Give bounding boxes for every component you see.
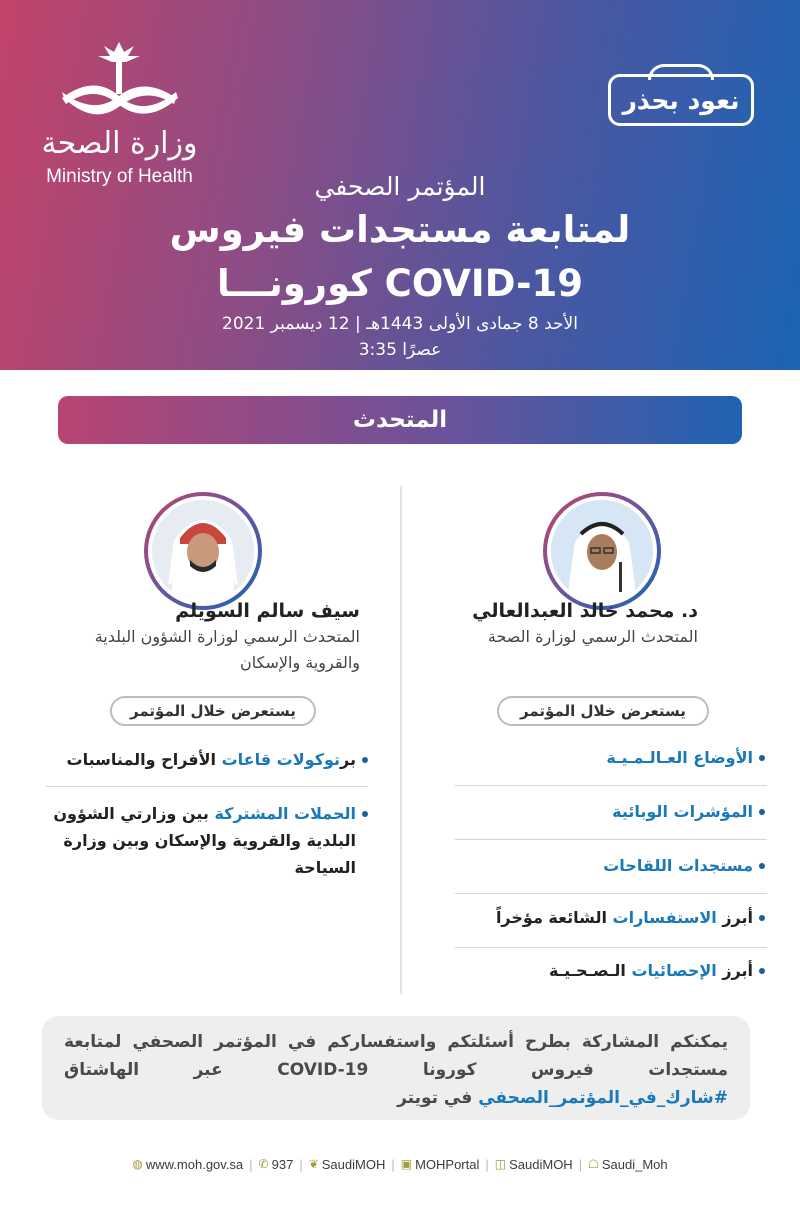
ministry-name-ar: وزارة الصحة	[41, 126, 198, 161]
topic-item: مستجدات اللقاحات	[455, 852, 753, 879]
headline-virus: كورونـــا COVID-19	[217, 262, 583, 305]
topic-item: الحملات المشتركة بين وزارتي الشؤون البلدية والقروية والإسكان وبين وزارة السياحة	[50, 800, 356, 881]
divider	[455, 893, 767, 894]
speaker-role: المتحدث الرسمي لوزارة الشؤون البلدية	[94, 627, 360, 646]
speaker-name: د. محمد خالد العبدالعالي	[472, 600, 698, 622]
headline-press-conference: المؤتمر الصحفي	[314, 172, 486, 201]
palm-swords-icon	[54, 38, 184, 126]
column-divider	[400, 486, 402, 994]
snapchat-icon: ☖	[588, 1157, 599, 1171]
snapchat-link[interactable]: ☖ Saudi_Moh	[588, 1156, 668, 1172]
ministry-logo	[32, 38, 207, 188]
website-link[interactable]: ◍ www.moh.gov.sa	[132, 1156, 244, 1172]
header-banner	[0, 0, 800, 370]
youtube-link[interactable]: ▣ MOHPortal	[400, 1156, 480, 1172]
person-icon	[551, 500, 653, 602]
hashtag-link[interactable]: #شارك_في_المؤتمر_الصحفي	[478, 1088, 728, 1108]
twitter-link[interactable]: ❦ SaudiMOH	[308, 1156, 386, 1172]
ministry-name-en: Ministry of Health	[46, 166, 193, 187]
topic-item: الأوضاع العـالـمـيـة	[455, 744, 753, 771]
instagram-link[interactable]: ◫ SaudiMOH	[494, 1156, 573, 1172]
event-time: 3:35 عصرًا	[358, 340, 442, 360]
footer-links: ◍ www.moh.gov.sa | ✆ 937 | ❦ SaudiMOH | ▣ MOHPortal | ◫ SaudiMOH | ☖ Saudi_Moh	[132, 1156, 668, 1172]
campaign-badge: نعود بحذر	[608, 74, 754, 126]
speaker-name: سيف سالم السويلم	[175, 600, 360, 622]
right-speaker-info	[420, 600, 698, 650]
divider	[455, 947, 767, 948]
instagram-icon: ◫	[494, 1157, 507, 1171]
topics-pill-left: يستعرض خلال المؤتمر	[110, 696, 316, 726]
topic-item: المؤشرات الوبائية	[455, 798, 753, 825]
topic-item: أبرز الاستفسارات الشائعة مؤخراً	[455, 904, 753, 931]
speaker-role-line2: والقروية والإسكان	[240, 653, 360, 672]
participation-note: يمكنكم المشاركة بطرح أسئلتكم واستفساركم في المؤتمر الصحفي لمتابعة مستجدات فيروس كورونا COVID-19 عبر الهاشتاق #شارك_في_المؤتمر_الصحفي في تويتر	[42, 1016, 750, 1120]
avatar-right-speaker	[543, 492, 661, 610]
left-speaker-info	[60, 600, 360, 676]
avatar-left-speaker	[144, 492, 262, 610]
person-icon	[152, 500, 254, 602]
speaker-role: المتحدث الرسمي لوزارة الصحة	[487, 627, 698, 646]
topic-item: برتوكولات قاعات الأفراح والمناسبات	[50, 746, 356, 773]
divider	[46, 786, 368, 787]
topics-pill-right: يستعرض خلال المؤتمر	[497, 696, 709, 726]
twitter-icon: ❦	[308, 1157, 319, 1171]
headline-title: لمتابعة مستجدات فيروس	[169, 208, 631, 251]
phone-link[interactable]: ✆ 937	[258, 1156, 294, 1172]
speaker-heading: المتحدث	[58, 396, 742, 444]
globe-icon: ◍	[132, 1157, 143, 1171]
event-date: الأحد 8 جمادى الأولى 1443هـ | 12 ديسمبر 2021	[222, 314, 578, 334]
divider	[455, 785, 767, 786]
phone-icon: ✆	[258, 1157, 269, 1171]
youtube-icon: ▣	[400, 1157, 413, 1171]
topic-item: أبرز الإحصائيات الـصـحـيـة	[455, 957, 753, 984]
divider	[455, 839, 767, 840]
